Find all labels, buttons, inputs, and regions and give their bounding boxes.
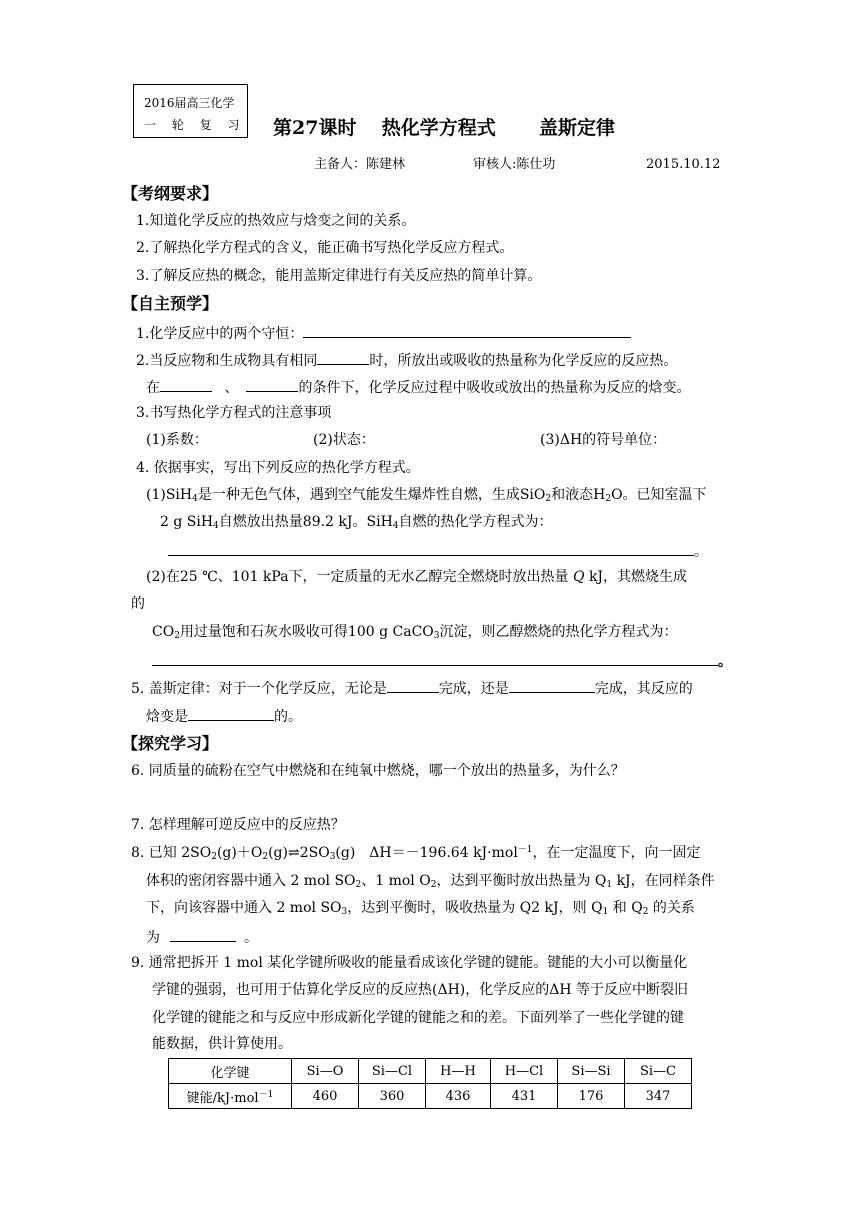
reviewer: 审核人:陈仕功 xyxy=(473,157,556,172)
blank[interactable] xyxy=(317,350,369,365)
explore-q7: 7. 怎样理解可逆反应中的反应热？ xyxy=(131,817,345,833)
preview-q4-1: (1)SiH$_4$是一种无色气体，遇到空气能发生爆炸性自燃，生成SiO$_2$和液态$H_2O$。已知室温下 xyxy=(146,487,707,504)
preview-q4-2-cont: $CO_2$用过量饱和石灰水吸收可得100 g CaCO$_3$沉淀，则乙醇燃烧的热化学方程式为： xyxy=(152,624,678,641)
page-title xyxy=(273,117,615,140)
table-cell: 431 xyxy=(491,1084,558,1109)
date: 2015.10.12 xyxy=(646,157,721,172)
blank[interactable] xyxy=(160,377,212,392)
blank[interactable] xyxy=(246,377,298,392)
requirement-1: 1.知道化学反应的热效应与焓变之间的关系。 xyxy=(136,213,416,229)
preview-q4-2-wrap: 的 xyxy=(131,596,145,612)
preview-q2-cont: 在 、 的条件下，化学反应过程中吸收或放出的热量称为反应的焓变。 xyxy=(146,377,690,397)
requirement-3: 3.了解反应热的概念，能用盖斯定律进行有关反应热的简单计算。 xyxy=(136,268,542,284)
equilibrium-arrow-icon: ⇌ xyxy=(287,845,300,861)
explore-q8-cont1: 体积的密闭容器中通入 2 mol $SO_2$、1 mol $O_2$，达到平衡时放出热量为 $Q_1$ kJ，在同样条件 xyxy=(146,873,715,890)
table-cell: 460 xyxy=(292,1084,359,1109)
section-heading-requirements: 【考纲要求】 xyxy=(122,184,219,203)
explore-q8: 8. 已知 $2SO_2(g)+O_2(g)\rightleftharpoons 2SO_3(g)$ ΔH＝－196.64 kJ·mol$^{-1}$，在一定温度下，向一固定 xyxy=(131,845,701,862)
table-cell: 436 xyxy=(426,1084,491,1109)
table-header-cell: H—H xyxy=(426,1059,491,1084)
preview-q2: 2.当反应物和生成物具有相同 时，所放出或吸收的热量称为化学反应的反应热。 xyxy=(136,350,677,370)
title-topic2: 盖斯定律 xyxy=(538,117,615,139)
blank[interactable] xyxy=(509,678,595,693)
table-header-cell: 化学键 xyxy=(169,1059,292,1084)
explore-q9-line3: 化学键的键能之和与反应中形成新化学键的键能之和的差。下面列举了一些化学键的键 xyxy=(152,1010,684,1026)
blank[interactable] xyxy=(170,927,236,942)
table-header-cell: H—Cl xyxy=(491,1059,558,1084)
course-label-line1: 2016届高三化学 xyxy=(144,96,235,110)
table-row xyxy=(169,1059,692,1084)
section-heading-preview: 【自主预学】 xyxy=(122,294,219,313)
preview-q5-cont: 焓变是 的。 xyxy=(146,706,302,726)
blank[interactable] xyxy=(303,323,631,338)
bond-energy-table xyxy=(168,1058,692,1109)
title-topic1: 热化学方程式 xyxy=(381,117,496,139)
explore-q6: 6. 同质量的硫粉在空气中燃烧和在纯氧中燃烧，哪一个放出的热量多，为什么？ xyxy=(131,763,625,779)
preview-q3-coef: (1)系数： xyxy=(146,432,208,448)
preview-q4-1-cont: 2 g SiH$_4$自燃放出热量89.2 kJ。SiH$_4$自燃的热化学方程式为： xyxy=(160,514,553,531)
explore-q8-cont3: 为 。 xyxy=(146,927,258,947)
table-header-cell: Si—O xyxy=(292,1059,359,1084)
blank[interactable] xyxy=(152,651,718,666)
table-row xyxy=(169,1084,692,1109)
preview-q3-dh: (3)ΔH的符号单位： xyxy=(540,432,667,448)
preview-q5: 5. 盖斯定律：对于一个化学反应，无论是 完成，还是 完成，其反应的 xyxy=(131,678,693,698)
preview-q4: 4. 依据事实，写出下列反应的热化学方程式。 xyxy=(136,460,420,476)
answer-line-q4-1: 。 xyxy=(168,541,708,561)
blank[interactable] xyxy=(168,541,694,556)
table-header-cell: Si—Cl xyxy=(359,1059,426,1084)
explore-q8-cont2: 下，向该容器中通入 2 mol $SO_3$，达到平衡时，吸收热量为 Q2 kJ，则 $Q_1$ 和 $Q_2$ 的关系 xyxy=(146,900,695,917)
blank[interactable] xyxy=(188,706,274,721)
table-cell: 176 xyxy=(558,1084,625,1109)
table-row-label: 键能/kJ·mol$^{-1}$ xyxy=(169,1084,292,1109)
course-label-box xyxy=(133,84,248,138)
explore-q9-line1: 9. 通常把拆开 1 mol 某化学键所吸收的能量看成该化学键的键能。键能的大小可以衡量化 xyxy=(131,955,688,971)
course-label-line2: 一 轮 复 习 xyxy=(144,118,246,132)
section-heading-explore: 【探究学习】 xyxy=(122,734,219,753)
title-lesson: 第27课时 xyxy=(273,117,357,139)
preparer: 主备人：陈建林 xyxy=(314,157,406,172)
explore-q9-line2: 学键的强弱，也可用于估算化学反应的反应热(ΔH)，化学反应的ΔH 等于反应中断裂旧 xyxy=(152,982,689,998)
preview-q1: 1.化学反应中的两个守恒： xyxy=(136,323,631,343)
table-header-cell: Si—Si xyxy=(558,1059,625,1084)
table-header-cell: Si—C xyxy=(625,1059,692,1084)
preview-q3-state: (2)状态： xyxy=(313,432,375,448)
table-cell: 347 xyxy=(625,1084,692,1109)
requirement-2: 2.了解热化学方程式的含义，能正确书写热化学反应方程式。 xyxy=(136,240,514,256)
explore-q9-line4: 能数据，供计算使用。 xyxy=(152,1036,292,1052)
blank[interactable] xyxy=(387,678,439,693)
preview-q4-2: (2)在25 ℃、101 kPa下，一定质量的无水乙醇完全燃烧时放出热量 Q kJ，其燃烧生成 xyxy=(146,569,688,585)
preview-q3: 3.书写热化学方程式的注意事项 xyxy=(136,405,332,421)
table-cell: 360 xyxy=(359,1084,426,1109)
answer-line-q4-2: 。 xyxy=(152,651,732,671)
